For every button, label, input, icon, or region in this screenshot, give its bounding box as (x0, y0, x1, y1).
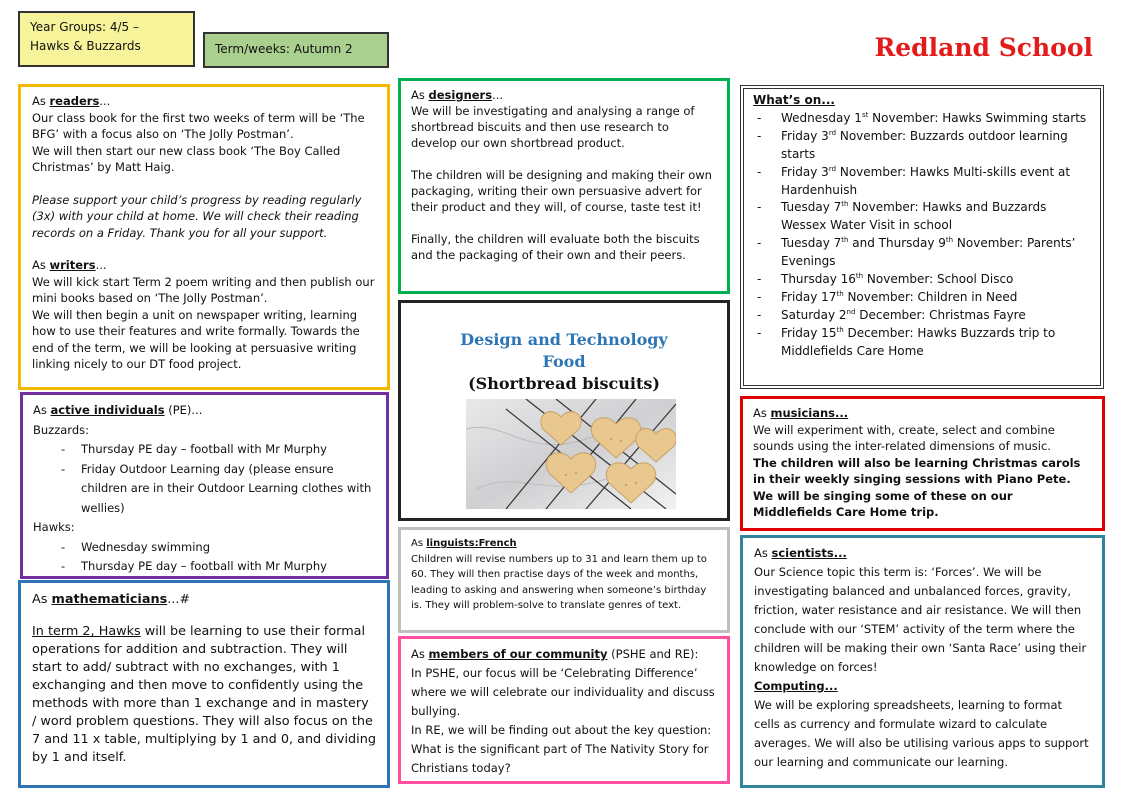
event-item: - Wednesday 1st November: Hawks Swimming starts (753, 110, 1091, 128)
readers-text-1: Our class book for the first two weeks of term will be ‘The BFG’ with a focus also on ‘The Jolly Postman’. (32, 110, 365, 141)
dt-title: Design and Technology (460, 330, 668, 349)
dt-subtitle: (Shortbread biscuits) (468, 374, 660, 393)
designers-text-2: The children will be designing and making their own packaging, writing their own persuasive advert for their product and they will, of course, taste test it! (411, 168, 712, 214)
event-item: - Thursday 16th November: School Disco (753, 271, 1091, 289)
music-heading: As musicians... (753, 406, 849, 420)
whats-on-panel (740, 85, 1104, 389)
dt-subtitle-food: Food (542, 352, 586, 371)
designers-panel (398, 78, 730, 294)
music-panel (740, 396, 1105, 531)
pe-heading: As active individuals (PE)... (33, 403, 203, 417)
science-heading: As scientists... (754, 546, 847, 560)
readers-text-3: Please support your child’s progress by reading regularly (3x) with your child at home. We will check their reading records on a Friday. Thank you for all your support. (32, 192, 362, 240)
event-item: - Friday 17th November: Children in Need (753, 289, 1091, 307)
pshe-panel (398, 636, 730, 784)
science-text: Our Science topic this term is: ‘Forces’. We will be investigating balanced and unbalanced forces, gravity, friction, water resistance and air resistance. We will then conclude with our ‘STEM’ activity of the term where the children will be making their own ‘Santa Race’ using their knowledge on forces! (754, 565, 1087, 674)
french-text: Children will revise numbers up to 31 and learn them up to 60. They will then practise days of the week and months, leading to asking and answering when someone’s birthday is. They will problem-solve to translate genres of text. (411, 553, 707, 611)
list-item: - Thursday PE day – football with Mr Murphy (57, 440, 376, 460)
year-groups-box (18, 11, 195, 67)
pshe-heading: As members of our community (PSHE and RE): (411, 647, 699, 661)
event-item: - Friday 3rd November: Hawks Multi-skills event at Hardenhuish (753, 164, 1091, 200)
pe-panel (20, 392, 389, 579)
term-weeks-box (203, 32, 389, 68)
school-name: Redland School (874, 33, 1093, 62)
music-text-2: The children will also be learning Christmas carols in their weekly singing sessions with Piano Pete. We will be singing some of these on our Middlefields Care Home trip. (753, 455, 1081, 519)
event-item: - Friday 3rd November: Buzzards outdoor learning starts (753, 128, 1091, 164)
writers-text-1: We will kick start Term 2 poem writing and then publish our mini books based on ‘The Jolly Postman’. (32, 274, 375, 305)
term-weeks-label: Term/weeks: Autumn 2 (215, 42, 353, 56)
event-item: - Saturday 2nd December: Christmas Fayre (753, 307, 1091, 325)
writers-heading: As writers... (32, 258, 107, 272)
maths-text: In term 2, Hawks will be learning to use their formal operations for addition and subtraction. They will start to add/ subtract with no exchanges, with 1 exchanging and then move to confidently using the methods with more than 1 exchange and in mastery / word problem questions. They will also focus on the 7 and 11 x table, multiplying by 1 and 0, and dividing by 1 and itself. (32, 624, 376, 765)
pshe-text-2: In RE, we will be finding out about the key question: What is the significant part of The Nativity Story for Christians today? (411, 723, 712, 775)
french-panel (398, 527, 730, 633)
pe-group-hawks: Hawks: (33, 520, 75, 534)
computing-heading: Computing... (754, 679, 838, 693)
list-item: - Thursday PE day – football with Mr Murphy (57, 557, 376, 577)
designers-text-1: We will be investigating and analysing a range of shortbread biscuits and then use research to develop our own shortbread product. (411, 104, 695, 150)
writers-text-2: We will then begin a unit on newspaper writing, learning how to use their features and write formally. Towards the end of the term, we will be looking at persuasive writing linking nicely to our DT food project. (32, 307, 360, 371)
list-item: - Wednesday swimming (57, 538, 376, 558)
whats-on-heading: What’s on... (753, 93, 835, 107)
science-panel (740, 535, 1105, 788)
maths-panel (18, 580, 390, 788)
pshe-text-1: In PSHE, our focus will be ‘Celebrating Difference’ where we will celebrate our individuality and discuss bullying. (411, 666, 715, 718)
computing-text: We will be exploring spreadsheets, learning to format cells as currency and formulate wizard to calculate averages. We will also be utilising various apps to support our learning and communicate our learning. (754, 698, 1089, 769)
maths-heading: As mathematicians...# (32, 592, 191, 607)
year-groups-line1: Year Groups: 4/5 – (30, 20, 139, 34)
event-item: - Tuesday 7th November: Hawks and Buzzards Wessex Water Visit in school (753, 199, 1091, 235)
music-text-1: We will experiment with, create, select and combine sounds using the inter-related dimensions of music. (753, 422, 1055, 453)
list-item: - Friday Outdoor Learning day (please ensure children are in their Outdoor Learning clothes with wellies) (57, 460, 376, 519)
event-item: - Friday 15th December: Hawks Buzzards trip to Middlefields Care Home (753, 325, 1091, 361)
event-item: - Tuesday 7th and Thursday 9th November: Parents’ Evenings (753, 235, 1091, 271)
pe-group-buzzards: Buzzards: (33, 422, 89, 437)
designers-text-3: Finally, the children will evaluate both the biscuits and the packaging of their own and their peers. (411, 232, 700, 262)
designers-heading: As designers... (411, 88, 504, 102)
french-heading: As linguists:French (411, 538, 517, 549)
readers-writers-panel (18, 84, 390, 390)
dt-title-panel (398, 300, 730, 521)
year-groups-line2: Hawks & Buzzards (30, 39, 141, 53)
readers-text-2: We will then start our new class book ‘The Boy Called Christmas’ by Matt Haig. (32, 143, 341, 174)
readers-heading: As readers... (32, 94, 111, 108)
shortbread-biscuits-image (466, 399, 676, 509)
